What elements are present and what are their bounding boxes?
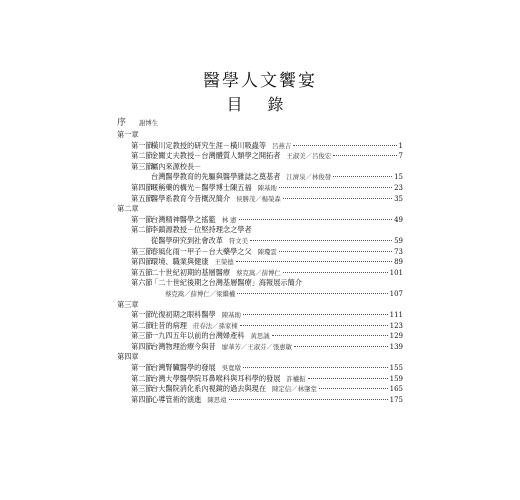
dot-leader [250,240,392,241]
section-number: 第一節 [131,310,153,320]
entry-title: 醫學系教育今昔概況簡介 [151,193,231,203]
toc-entry[interactable] [117,247,403,258]
toc-entry[interactable] [117,236,403,247]
entry-title: 暱稱藥的構光－醫學博士陳五福 [151,182,252,192]
entry-title: 台灣腎臟醫學的發展 [151,363,216,373]
entry-title: 二十世紀初期的基層醫療 [151,267,231,277]
section-number: 第四節 [131,182,153,192]
entry-authors: 廖華芳／王淑芬／張惠敏 [221,342,292,351]
entry-authors: 許權振 [286,374,306,383]
entry-authors: 侯勝茂／楊榮森 [236,194,281,203]
toc-entry[interactable] [117,141,403,152]
page-number: 165 [389,385,403,394]
chapter-heading: 第三章 [117,299,139,309]
entry-title: 台灣醫學教育的先驅與醫學雜誌之奠基者 [151,172,281,182]
entry-authors: 蔡克嵩／薛博仁／梁繼權 [165,289,236,298]
section-number: 第三節 [131,246,153,256]
entry-authors: 黃思誠 [250,332,270,341]
book-title: 醫學人文饗宴 [203,71,317,91]
section-number: 第三節 [131,161,153,171]
dot-leader [283,272,388,273]
entry-title: 台大醫院消化系內視鏡的過去與現在 [151,384,267,394]
entry-title: 環境、職業與健康 [151,257,209,267]
toc-entry[interactable] [117,374,403,385]
toc-entry[interactable] [117,278,403,289]
toc-entry[interactable] [117,363,403,374]
toc-entry[interactable] [117,268,403,279]
preface-label: 序 [117,118,127,128]
page-number: 89 [394,258,403,267]
page-number: 73 [394,247,403,256]
section-number: 第三節 [131,384,153,394]
entry-authors: 王淑美／呂俊宏 [286,152,332,161]
entry-authors: 莊春法／孫家棟 [192,321,238,330]
entry-title: 從醫學研究到社會改革 [151,235,223,245]
toc-entry[interactable] [117,162,403,173]
page-number: 35 [394,194,403,203]
entry-authors: 林 憲 [221,215,237,224]
toc-entry[interactable] [117,172,403,183]
toc-entry[interactable] [117,395,403,406]
toc-entry[interactable] [117,225,403,236]
dot-leader [236,261,392,262]
entry-authors: 陳基勛 [257,183,277,192]
section-number: 第六節 [131,278,153,288]
dot-leader [308,378,388,379]
dot-leader [279,187,392,188]
section-number: 第二節 [131,373,153,383]
entry-title: 台灣物理治療今與昔 [151,341,216,351]
entry-title: 心導管術的演進 [151,394,202,404]
entry-authors: 王榮德 [214,258,234,267]
entry-authors: 符文美 [228,236,249,245]
page-number: 175 [389,395,403,404]
toc-entry[interactable] [117,215,403,226]
page-number: 159 [389,374,403,383]
page-number: 15 [394,173,403,182]
toc-entry[interactable] [117,321,403,332]
dot-leader [279,251,392,252]
section-number: 第二節 [131,320,153,330]
entry-authors: 陳定信／林肇堂 [272,385,317,394]
entry-title: 金關丈夫教授－台灣體質人類學之開拓者 [151,151,281,161]
section-number: 第一節 [131,214,153,224]
toc-entry[interactable] [117,194,403,205]
entry-title: 台灣大學醫學院耳鼻喉科與耳科學的發展 [151,373,281,383]
toc-entry[interactable] [117,342,403,353]
dot-leader [333,176,392,177]
toc-entry[interactable] [117,384,403,395]
section-number: 第一節 [131,140,153,150]
entry-title: 李鎮源教授－位堅持理念之學者 [151,225,252,235]
table-of-contents [117,118,403,405]
section-number: 第一節 [131,363,153,373]
entry-title: 台灣精神醫學之搖籃 [151,214,216,224]
dot-leader [239,219,393,220]
page-number: 123 [389,321,403,330]
chapter-heading: 第四章 [117,352,139,362]
toc-entry[interactable] [117,257,403,268]
page-number: 59 [394,236,403,245]
toc-entry[interactable] [117,331,403,342]
page-number: 129 [389,332,403,341]
dot-leader [237,293,387,294]
toc-entry[interactable] [117,310,403,321]
dot-leader [319,388,388,389]
entry-title: 光復初期之眼科醫學 [151,310,216,320]
section-number: 第五節 [131,193,153,203]
page-number: 111 [389,311,403,320]
section-number: 第四節 [131,341,153,351]
section-number: 第三節 [131,331,153,341]
dot-leader [229,399,388,400]
dot-leader [240,325,388,326]
page-number: 49 [394,215,403,224]
page-number: 7 [398,152,403,161]
page-number: 1 [398,141,403,150]
toc-heading: 目 錄 [226,95,294,114]
toc-entry[interactable] [117,183,403,194]
preface-author: 謝博生 [139,119,159,127]
page-number: 107 [389,289,403,298]
dot-leader [243,314,388,315]
preface-row[interactable] [117,118,403,130]
section-number: 第四節 [131,394,153,404]
chapter-heading: 第一章 [117,130,139,139]
section-number: 第五節 [131,267,153,277]
section-number: 第二節 [131,225,153,235]
page-number: 23 [394,183,403,192]
toc-entry[interactable] [117,151,403,162]
entry-authors: 陳思遠 [207,395,227,404]
entry-title: 一九四五年以前的台灣婦產科 [151,331,245,341]
entry-authors: 江濟泉／林俊發 [286,173,332,182]
toc-entry[interactable] [117,289,403,300]
dot-leader [294,346,388,347]
entry-title: 「二十世紀後期之台灣基層醫療」海報展示簡介 [151,278,302,288]
dot-leader [283,198,392,199]
dot-leader [272,335,388,336]
page-number: 101 [389,268,403,277]
page-number: 139 [389,342,403,351]
entry-authors: 吳寬墩 [221,364,241,373]
entry-authors: 陳瓊雲 [257,247,277,256]
entry-title: 屬內來源校長－ [151,161,202,171]
entry-title: 春風化雨一甲子－台大藥學之父 [151,246,252,256]
entry-authors: 蔡克嵩／薛博仁 [236,268,281,277]
section-number: 第四節 [131,257,153,267]
entry-authors: 呂燕吉 [272,141,292,150]
dot-leader [333,155,396,156]
dot-leader [243,367,388,368]
page-number: 155 [389,364,403,373]
entry-authors: 陳基勛 [221,311,241,320]
entry-title: 橫川定教授的研究生涯－橫川吸蟲等 [151,140,267,150]
section-number: 第二節 [131,151,153,161]
entry-title: 往昔的病理 [151,320,187,330]
dot-leader [293,145,396,146]
chapter-heading: 第二章 [117,204,139,214]
